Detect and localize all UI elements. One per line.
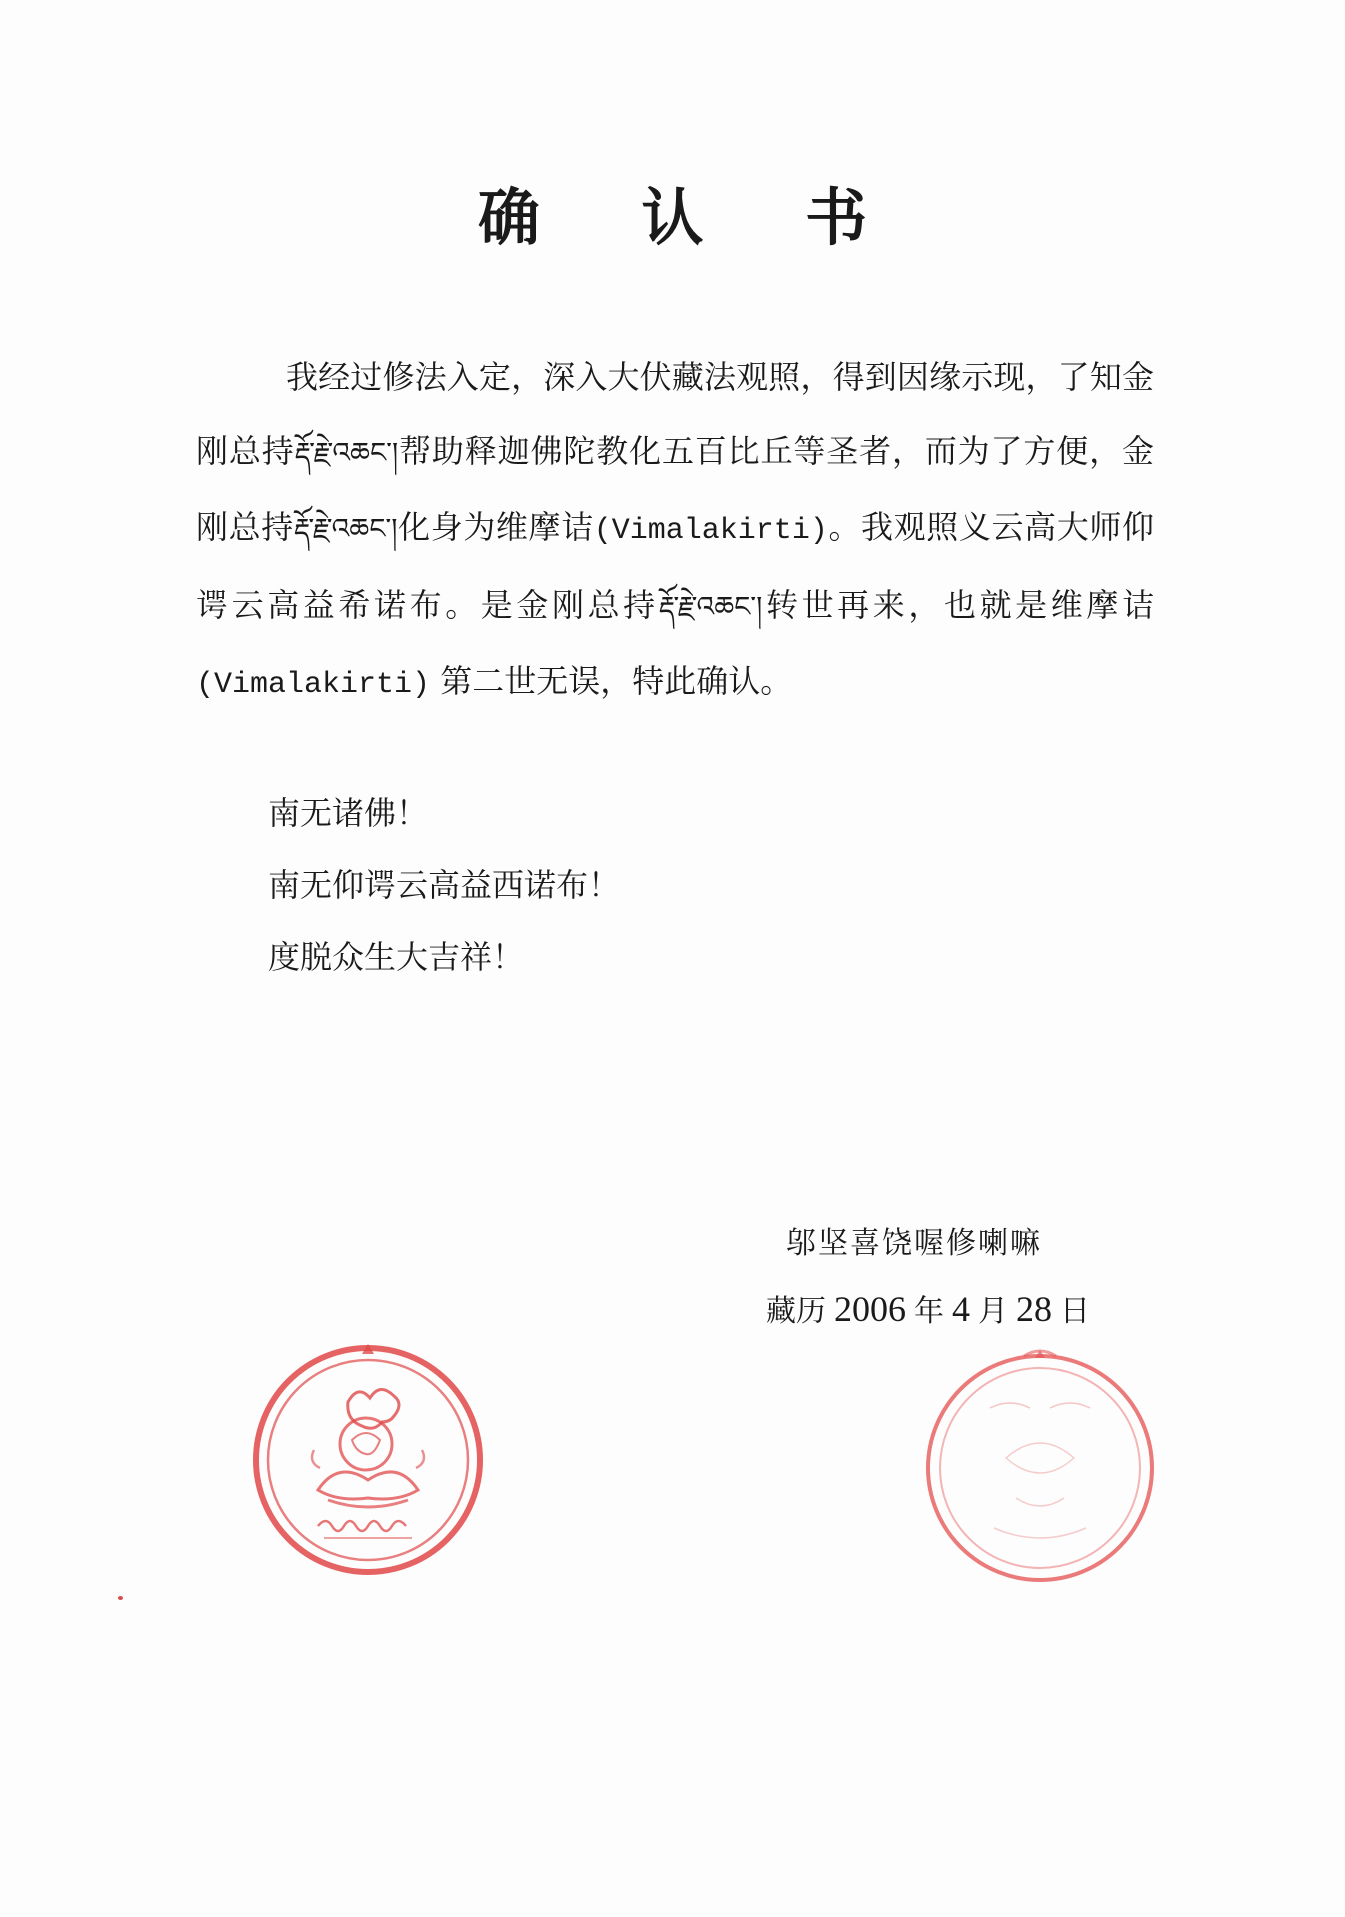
signature-name: 邬坚喜饶喔修喇嘛	[786, 1226, 1042, 1261]
main-paragraph	[196, 340, 1154, 722]
blessing-line-3: 度脱众生大吉祥！	[268, 938, 525, 976]
date-prefix: 藏历	[766, 1294, 826, 1329]
lotus-seal-icon	[248, 1340, 488, 1580]
paragraph-text-5: 转世再来，也就是维摩诘	[762, 586, 1154, 624]
document-date	[766, 1286, 1090, 1330]
paragraph-text-4: 。我观照义云高大师仰谔云高益希诺布。是金刚总持	[196, 508, 1154, 624]
right-seal	[920, 1348, 1160, 1588]
round-seal-icon	[920, 1348, 1160, 1588]
paragraph-text-2: 帮助释迦佛陀教化五百比丘等圣者，而为了方便，金刚总持	[196, 432, 1154, 546]
document-body	[196, 340, 1154, 722]
document-title: 确 认 书	[477, 181, 908, 254]
date-year: 2006	[834, 1289, 906, 1329]
date-month: 4	[952, 1289, 970, 1329]
blessing-line-2: 南无仰谔云高益西诺布！	[268, 866, 621, 904]
latin-name-1: (Vimalakirti)	[593, 514, 828, 548]
blessing-line-1: 南无诸佛！	[268, 794, 429, 832]
left-seal	[248, 1340, 488, 1580]
red-speck	[118, 1596, 123, 1600]
date-day-unit: 日	[1060, 1294, 1090, 1329]
date-day: 28	[1016, 1289, 1052, 1329]
date-year-unit: 年	[914, 1294, 944, 1329]
paragraph-text-1: 我经过修法入定，深入大伏藏法观照，得到因缘示现，了知金刚总持	[196, 358, 1154, 470]
tibetan-text-2: རྡོ་རྗེ་འཆང་།	[293, 512, 398, 545]
paragraph-text-3: 化身为维摩诘	[397, 508, 594, 546]
date-month-unit: 月	[978, 1294, 1008, 1329]
latin-name-2: (Vimalakirti)	[196, 668, 431, 702]
tibetan-text-1: རྡོ་རྗེ་འཆང་།	[294, 436, 399, 469]
paragraph-text-6: 第二世无误，特此确认。	[430, 662, 793, 700]
tibetan-text-3: རྡོ་རྗེ་འཆང་།	[658, 590, 763, 623]
